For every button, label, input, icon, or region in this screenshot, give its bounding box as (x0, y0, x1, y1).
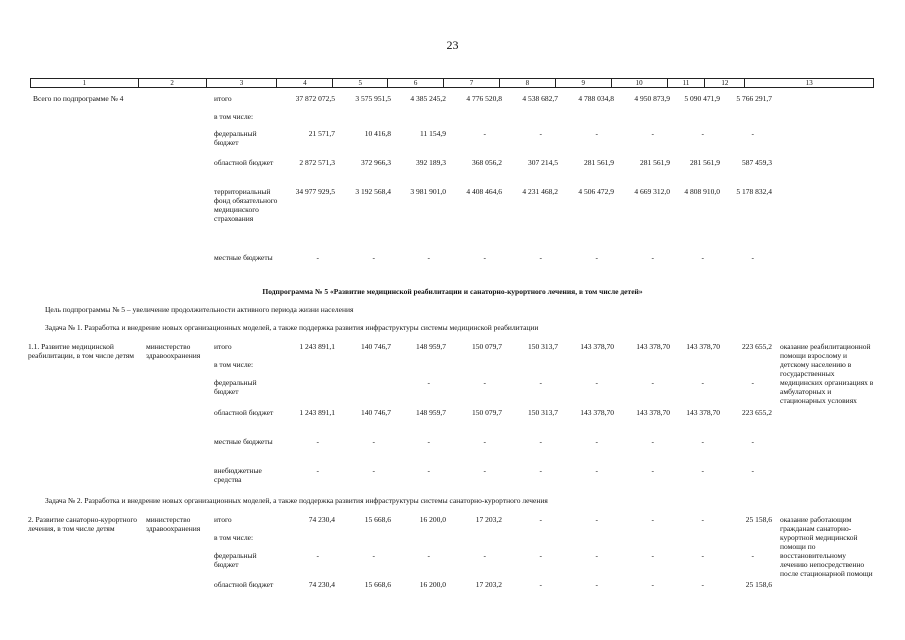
value-cell: 143 378,70 (636, 408, 670, 417)
value-cell: 17 203,2 (475, 580, 502, 589)
value-cell: 150 079,7 (472, 408, 502, 417)
item2-executor: министерство здравоохранения (146, 515, 201, 533)
header-cell: 10 (612, 79, 668, 87)
value-cell: - (701, 378, 704, 387)
value-cell: - (595, 378, 598, 387)
value-cell: - (539, 551, 542, 560)
value-cell: - (316, 437, 319, 446)
header-cell: 2 (139, 79, 207, 87)
value-cell: 4 669 312,0 (634, 187, 670, 196)
value-cell: 143 378,70 (636, 342, 670, 351)
header-cell: 3 (207, 79, 278, 87)
value-cell: 16 200,0 (419, 515, 446, 524)
value-cell: 372 966,3 (361, 158, 391, 167)
value-cell: 5 178 832,4 (736, 187, 772, 196)
value-cell: - (595, 253, 598, 262)
value-cell: - (701, 580, 704, 589)
row-label: местные бюджеты (214, 253, 273, 262)
header-cell: 4 (277, 79, 333, 87)
value-cell: 223 655,2 (742, 342, 772, 351)
value-cell: 140 746,7 (361, 408, 391, 417)
value-cell: - (595, 129, 598, 138)
value-cell: 74 230,4 (308, 515, 335, 524)
value-cell: - (701, 253, 704, 262)
value-cell: 1 243 891,1 (299, 408, 335, 417)
header-cell: 11 (668, 79, 706, 87)
header-cell: 6 (388, 79, 444, 87)
header-cell: 9 (556, 79, 612, 87)
value-cell: - (539, 515, 542, 524)
row-label: итого (214, 342, 232, 351)
value-cell: 143 378,70 (686, 342, 720, 351)
value-cell: - (372, 437, 375, 446)
header-cell: 8 (500, 79, 556, 87)
value-cell: - (483, 551, 486, 560)
value-cell: 4 538 682,7 (522, 94, 558, 103)
value-cell: 3 981 901,0 (410, 187, 446, 196)
item2-result: оказание работающим гражданам санаторно-курортной медицинской помощи по восстановительному лечению непосредственно после стационарной помощи (780, 515, 873, 578)
value-cell: - (539, 580, 542, 589)
row-label: в том числе: (214, 533, 254, 542)
value-cell: 15 668,6 (364, 515, 391, 524)
value-cell: - (483, 129, 486, 138)
value-cell: - (483, 253, 486, 262)
row-label: в том числе: (214, 360, 254, 369)
task1-title: Задача № 1. Разработка и внедрение новых организационных моделей, а также поддержка развития инфраструктуры системы медицинской реабилитации (45, 323, 539, 332)
value-cell: - (427, 253, 430, 262)
row-label: областной бюджет (214, 580, 274, 589)
value-cell: 148 959,7 (416, 342, 446, 351)
value-cell: - (651, 129, 654, 138)
value-cell: - (372, 551, 375, 560)
value-cell: 21 571,7 (308, 129, 335, 138)
value-cell: - (483, 437, 486, 446)
value-cell: 4 788 034,8 (578, 94, 614, 103)
value-cell: - (651, 551, 654, 560)
value-cell: - (751, 378, 754, 387)
value-cell: - (539, 466, 542, 475)
value-cell: 368 056,2 (472, 158, 502, 167)
value-cell: - (595, 515, 598, 524)
value-cell: - (701, 515, 704, 524)
value-cell: - (539, 437, 542, 446)
header-cell: 13 (805, 79, 813, 87)
value-cell: 4 385 245,2 (410, 94, 446, 103)
value-cell: - (427, 378, 430, 387)
value-cell: - (372, 466, 375, 475)
value-cell: 37 872 072,5 (295, 94, 335, 103)
value-cell: 3 575 951,5 (355, 94, 391, 103)
value-cell: 281 561,9 (640, 158, 670, 167)
row-label: итого (214, 515, 232, 524)
value-cell: - (595, 437, 598, 446)
value-cell: 2 872 571,3 (299, 158, 335, 167)
row-label: в том числе: (214, 112, 254, 121)
subprogram5-goal: Цель подпрограммы № 5 – увеличение продолжительности активного периода жизни населения (45, 305, 354, 314)
value-cell: 4 408 464,6 (466, 187, 502, 196)
value-cell: - (651, 466, 654, 475)
value-cell: 150 313,7 (528, 342, 558, 351)
table-header-row (30, 78, 874, 88)
value-cell: 11 154,9 (420, 129, 446, 138)
value-cell: 143 378,70 (580, 342, 614, 351)
value-cell: - (483, 378, 486, 387)
item11-executor: министерство здравоохранения (146, 342, 201, 360)
value-cell: 150 079,7 (472, 342, 502, 351)
value-cell: 10 416,8 (364, 129, 391, 138)
value-cell: - (751, 129, 754, 138)
value-cell: - (701, 551, 704, 560)
value-cell: 4 808 910,0 (684, 187, 720, 196)
header-cell: 7 (444, 79, 500, 87)
row-label: итого (214, 94, 232, 103)
value-cell: - (595, 580, 598, 589)
value-cell: - (651, 437, 654, 446)
value-cell: 223 655,2 (742, 408, 772, 417)
value-cell: - (595, 551, 598, 560)
value-cell: - (701, 466, 704, 475)
row-label: областной бюджет (214, 158, 274, 167)
value-cell: - (427, 437, 430, 446)
value-cell: 25 158,6 (745, 580, 772, 589)
value-cell: - (427, 551, 430, 560)
value-cell: - (651, 253, 654, 262)
header-cell: 5 (333, 79, 388, 87)
value-cell: 5 766 291,7 (736, 94, 772, 103)
value-cell: 150 313,7 (528, 408, 558, 417)
header-cell: 12 (705, 79, 745, 87)
header-cell: 1 (31, 79, 139, 87)
value-cell: - (751, 466, 754, 475)
value-cell: - (372, 253, 375, 262)
value-cell: - (316, 253, 319, 262)
value-cell: 3 192 568,4 (355, 187, 391, 196)
value-cell: - (701, 437, 704, 446)
value-cell: - (751, 253, 754, 262)
value-cell: 143 378,70 (686, 408, 720, 417)
value-cell: 281 561,9 (690, 158, 720, 167)
value-cell: - (751, 551, 754, 560)
value-cell: 140 746,7 (361, 342, 391, 351)
item11-name: 1.1. Развитие медицинской реабилитации, в том числе детям (28, 342, 134, 360)
value-cell: 34 977 929,5 (295, 187, 335, 196)
value-cell: - (316, 551, 319, 560)
value-cell: 392 189,3 (416, 158, 446, 167)
value-cell: 307 214,5 (528, 158, 558, 167)
value-cell: 4 231 468,2 (522, 187, 558, 196)
value-cell: - (701, 129, 704, 138)
value-cell: 4 776 520,8 (466, 94, 502, 103)
row-label: федеральный бюджет (214, 551, 257, 569)
value-cell: 4 506 472,9 (578, 187, 614, 196)
subprogram5-title: Подпрограмма № 5 «Развитие медицинской реабилитации и санаторно-курортного лечения, в том числе детей» (262, 287, 643, 296)
value-cell: - (316, 466, 319, 475)
row-label: федеральный бюджет (214, 129, 257, 147)
value-cell: - (595, 466, 598, 475)
row-label: федеральный бюджет (214, 378, 257, 396)
value-cell: 1 243 891,1 (299, 342, 335, 351)
task2-title: Задача № 2. Разработка и внедрение новых организационных моделей, а также поддержка развития инфраструктуры системы санаторно-курортного лечения (45, 496, 548, 505)
value-cell: - (539, 253, 542, 262)
item11-result: оказание реабилитационной помощи взрослому и детскому населению в государственных медицинских организациях в амбулаторных и стационарных условиях (780, 342, 874, 405)
value-cell: 143 378,70 (580, 408, 614, 417)
value-cell: 281 561,9 (584, 158, 614, 167)
value-cell: - (483, 466, 486, 475)
value-cell: 4 950 873,9 (634, 94, 670, 103)
value-cell: - (651, 515, 654, 524)
value-cell: 587 459,3 (742, 158, 772, 167)
row-label: областной бюджет (214, 408, 274, 417)
page-number: 23 (446, 38, 459, 52)
value-cell: - (651, 580, 654, 589)
value-cell: - (651, 378, 654, 387)
row-label: внебюджетные средства (214, 466, 262, 484)
value-cell: 17 203,2 (475, 515, 502, 524)
row-label: территориальный фонд обязательного медицинского страхования (214, 187, 278, 223)
value-cell: - (427, 466, 430, 475)
value-cell: 25 158,6 (745, 515, 772, 524)
total4-title: Всего по подпрограмме № 4 (33, 94, 124, 103)
row-label: местные бюджеты (214, 437, 273, 446)
value-cell: - (751, 437, 754, 446)
value-cell: 16 200,0 (419, 580, 446, 589)
value-cell: 15 668,6 (364, 580, 391, 589)
item2-name: 2. Развитие санаторно-курортного лечения, в том числе детям (28, 515, 137, 533)
value-cell: 5 090 471,9 (684, 94, 720, 103)
value-cell: - (539, 378, 542, 387)
value-cell: - (539, 129, 542, 138)
value-cell: 74 230,4 (308, 580, 335, 589)
value-cell: 148 959,7 (416, 408, 446, 417)
